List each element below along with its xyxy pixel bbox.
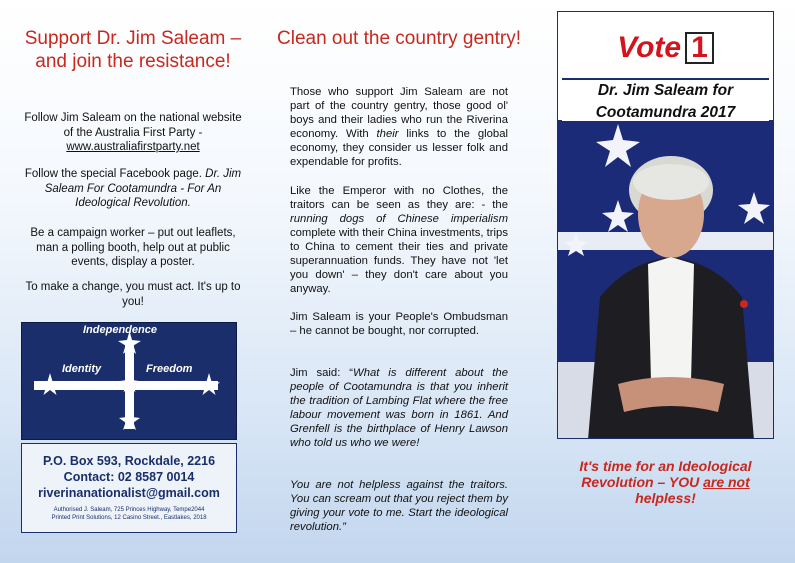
para4-quote: What is different about the people of Cootamundra is that you inherit the tradition of Lambing Flat where the free labour movement was born in 1861. And Grenfell is the birthplace of Henry Lawson who told us who we were! — [290, 367, 508, 449]
facebook-page-name: Dr. Jim Saleam For Cootamundra - For An Ideological Revolution. — [44, 168, 242, 209]
contact-box — [21, 443, 237, 533]
para1-start: Those who support Jim Saleam are not part of the country gentry, those good ol' boys and their ladies who run the Riverina economy. With — [290, 86, 508, 140]
flag-label-identity: Identity — [62, 363, 102, 375]
vote-word: Vote — [617, 31, 682, 64]
para1-emphasis: their — [376, 128, 399, 140]
panel-support — [0, 0, 266, 563]
follow-text-body: Follow Jim Saleam on the national website of the Australia First Party - — [24, 112, 242, 139]
paragraph-ombudsman: Jim Saleam is your People's Ombudsman – he cannot be bought, nor corrupted. — [290, 311, 508, 337]
authorised-line-1: Authorised J. Saleam, 725 Princes Highway, Tempe2044 — [53, 507, 205, 513]
website-link[interactable]: www.australiafirstparty.net — [66, 141, 200, 153]
paragraph-gentry — [290, 85, 508, 169]
tagline — [557, 458, 774, 506]
paragraph-quote — [290, 366, 508, 450]
tagline-underlined: are not — [703, 474, 750, 490]
support-headline: Support Dr. Jim Saleam – and join the resistance! — [24, 28, 242, 72]
para2-start: Like the Emperor with no Clothes, the traitors can be seen as they are: - the — [290, 185, 508, 211]
para1-end: links to the global economy, they consider us lesser folk and expendable for profits. — [290, 128, 508, 168]
email-address[interactable]: riverinanationalist@gmail.com — [38, 486, 220, 500]
vote-header-box — [557, 11, 774, 121]
phone-number: Contact: 02 8587 0014 — [63, 470, 195, 484]
tagline-start: It's time for an Ideological Revolution – YOU — [579, 458, 752, 490]
southern-cross-icon — [22, 323, 237, 440]
worker-text: Be a campaign worker – put out leaflets, man a polling booth, help out at public events, display a poster. — [30, 227, 236, 268]
flag-label-freedom: Freedom — [146, 363, 193, 375]
postal-address: P.O. Box 593, Rockdale, 2216 — [42, 454, 216, 468]
facebook-prefix: Follow the special Facebook page. — [24, 168, 202, 180]
paragraph-call-to-action: You are not helpless against the traitors. You can scream out that you reject them by giving your vote to me. Start the ideological revolution.” — [290, 479, 508, 533]
paragraph-emperor — [290, 184, 508, 296]
candidate-portrait-image — [558, 122, 774, 439]
para2-emphasis: running dogs of Chinese imperialism — [290, 213, 508, 225]
facebook-text — [20, 167, 246, 211]
candidate-line-2: Cootamundra 2017 — [595, 104, 736, 121]
tagline-end: helpless! — [635, 490, 696, 506]
gentry-headline: Clean out the country gentry! — [277, 28, 521, 49]
candidate-banner — [562, 78, 769, 124]
vote-number-box: 1 — [685, 32, 714, 64]
follow-text — [20, 111, 246, 155]
change-text: To make a change, you must act. It's up to you! — [25, 281, 241, 308]
candidate-photo — [557, 121, 774, 439]
flag-label-independence: Independence — [83, 324, 157, 336]
candidate-line-1: Dr. Jim Saleam for — [562, 78, 769, 102]
eureka-flag-logo — [21, 322, 237, 440]
authorised-line-2: Printed Print Solutions, 12 Casino Street., Eastlakes, 2018 — [51, 515, 207, 521]
para4-start: Jim said: “ — [290, 367, 354, 379]
panel-country-gentry — [266, 0, 532, 563]
vote-title — [558, 31, 773, 65]
panel-vote — [532, 0, 795, 563]
para2-end: complete with their China investments, trips to China to cement their ties and private superannuation funds. They have not 'let you down' – they don't care about you anyway. — [290, 227, 508, 295]
